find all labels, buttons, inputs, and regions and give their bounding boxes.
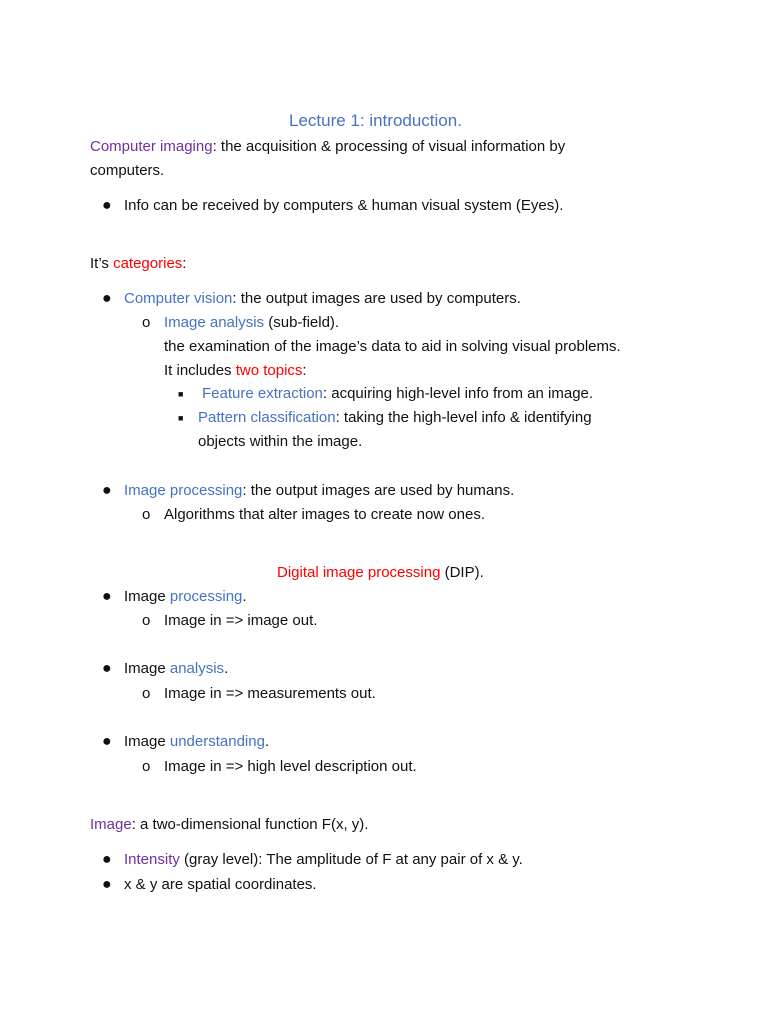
bullet-disc-icon: ●: [102, 588, 112, 605]
dip-item-prefix: Image: [124, 733, 170, 750]
spatial-item: x & y are spatial coordinates.: [124, 876, 317, 893]
categories-suffix: :: [182, 255, 187, 272]
page-title: Lecture 1: introduction.: [289, 111, 462, 130]
intensity-text: (gray level): The amplitude of F at any pair of x & y.: [179, 851, 523, 868]
image-def-text: : a two-dimensional function F(x, y).: [131, 816, 369, 833]
image-def-term: Image: [90, 816, 132, 833]
bullet-disc-icon: ●: [102, 733, 112, 750]
info-bullet: Info can be received by computers & human visual system (Eyes).: [124, 197, 564, 214]
pattern-term: Pattern classification: [198, 409, 336, 426]
bullet-circle-icon: o: [142, 506, 151, 523]
dip-item-prefix: Image: [124, 588, 170, 605]
includes-prefix: It includes: [164, 362, 236, 379]
dip-term: Digital image processing: [277, 564, 441, 581]
algorithms-item: Algorithms that alter images to create now ones.: [164, 506, 485, 523]
pattern-text-line-2: objects within the image.: [198, 433, 363, 450]
definition-text: : the acquisition & processing of visual information by: [212, 138, 566, 155]
includes-word: two topics: [235, 362, 303, 379]
dip-item-word: understanding: [169, 733, 265, 750]
intensity-term: Intensity: [124, 851, 180, 868]
categories-heading: [90, 254, 186, 274]
dip-item-suffix: .: [224, 660, 229, 677]
bullet-circle-icon: o: [142, 758, 151, 775]
dip-item-sub: Image in => high level description out.: [164, 758, 417, 775]
image-definition: [90, 815, 368, 835]
bullet-circle-icon: o: [142, 685, 151, 702]
bullet-square-icon: ■: [178, 389, 184, 399]
bullet-disc-icon: ●: [102, 197, 112, 214]
bullet-disc-icon: ●: [102, 851, 112, 868]
bullet-disc-icon: ●: [102, 290, 112, 307]
pattern-classification-item: [198, 408, 592, 428]
bullet-disc-icon: ●: [102, 660, 112, 677]
bullet-disc-icon: ●: [102, 482, 112, 499]
pattern-text: : taking the high-level info & identifying: [335, 409, 592, 426]
intensity-item: [124, 850, 523, 870]
dip-item-analysis: [124, 659, 228, 679]
bullet-circle-icon: o: [142, 612, 151, 629]
dip-heading: [277, 563, 484, 583]
dip-item-understanding: [124, 732, 269, 752]
bullet-square-icon: ■: [178, 413, 184, 423]
image-processing-item: [124, 481, 514, 501]
dip-item-sub: Image in => image out.: [164, 612, 318, 629]
categories-word: categories: [113, 255, 183, 272]
computer-vision-text: : the output images are used by computers.: [232, 290, 521, 307]
dip-item-processing: [124, 587, 247, 607]
dip-item-word: analysis: [169, 660, 225, 677]
dip-item-suffix: .: [242, 588, 247, 605]
computer-vision-item: [124, 289, 521, 309]
bullet-disc-icon: ●: [102, 876, 112, 893]
image-analysis-term: Image analysis: [164, 314, 265, 331]
feature-term: Feature extraction: [202, 385, 323, 402]
bullet-circle-icon: o: [142, 314, 151, 331]
image-processing-text: : the output images are used by humans.: [242, 482, 515, 499]
image-processing-term: Image processing: [124, 482, 243, 499]
feature-extraction-item: [202, 384, 593, 404]
includes-text: [164, 361, 307, 381]
dip-item-word: processing: [169, 588, 243, 605]
computer-vision-term: Computer vision: [124, 290, 233, 307]
dip-item-prefix: Image: [124, 660, 170, 677]
categories-prefix: It’s: [90, 255, 114, 272]
definition-term: Computer imaging: [90, 138, 213, 155]
definition-line-2: computers.: [90, 162, 165, 179]
definition-line-1: [90, 137, 565, 157]
includes-suffix: :: [302, 362, 307, 379]
dip-item-sub: Image in => measurements out.: [164, 685, 376, 702]
image-analysis-item: [164, 313, 339, 333]
dip-item-suffix: .: [264, 733, 270, 750]
examination-text: the examination of the image’s data to aid in solving visual problems.: [164, 338, 621, 355]
feature-text: : acquiring high-level info from an image.: [322, 385, 594, 402]
dip-suffix: (DIP).: [440, 564, 484, 581]
image-analysis-text: (sub-field).: [264, 314, 340, 331]
